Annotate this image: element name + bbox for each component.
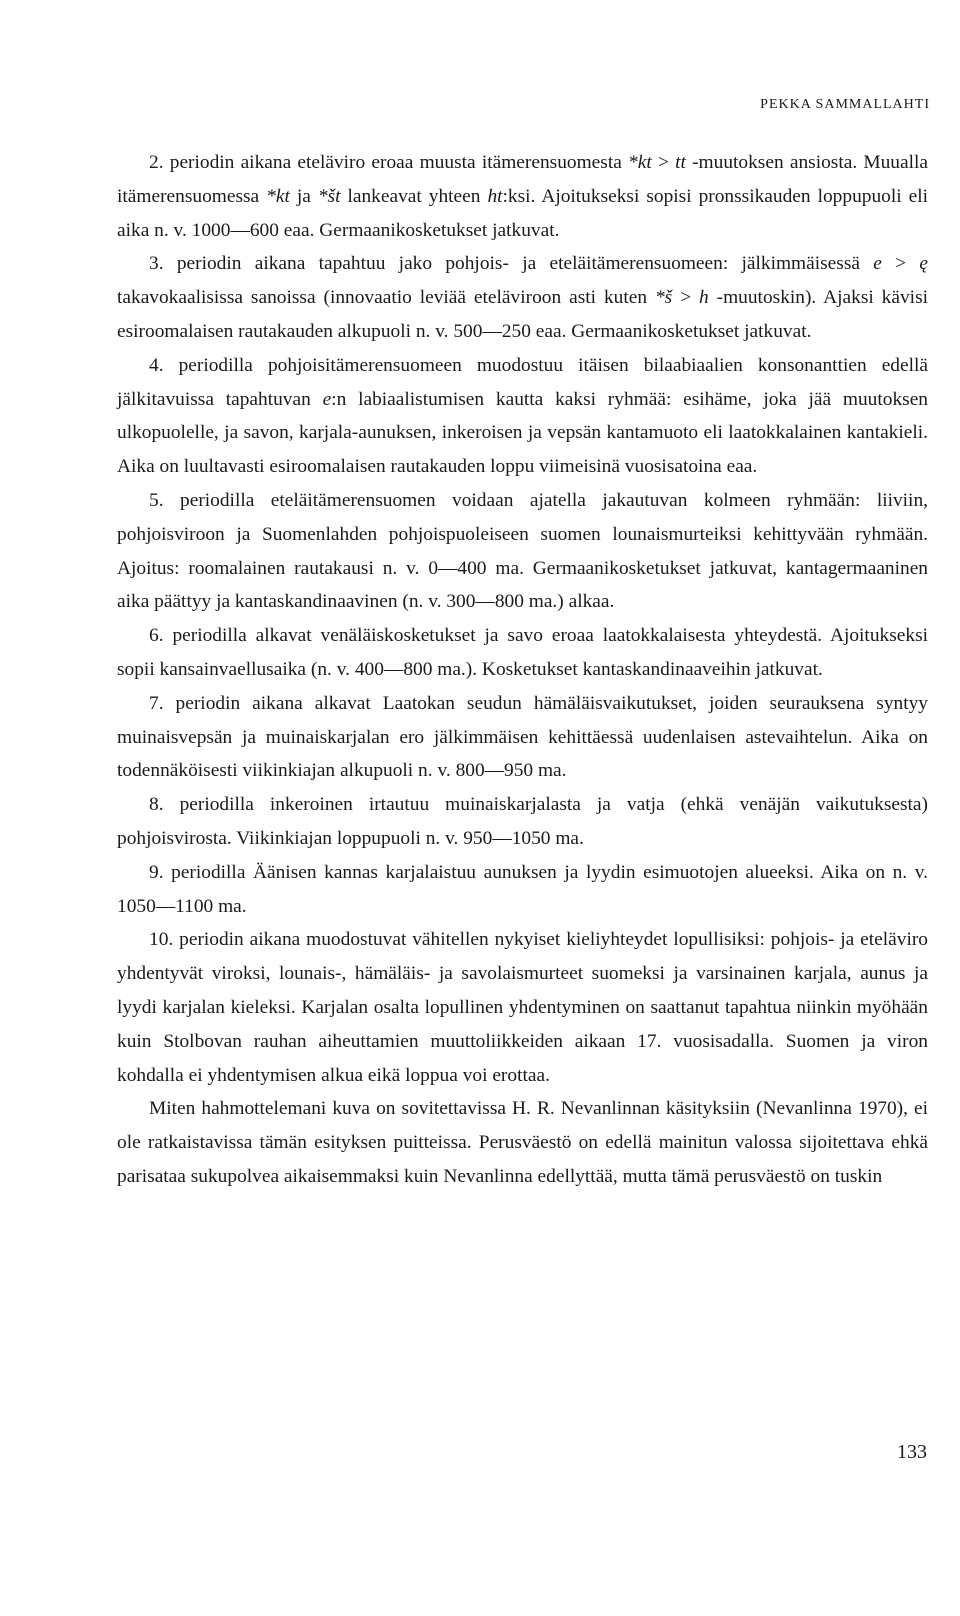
italic-term: *š (654, 287, 673, 309)
paragraph-period-8 (117, 788, 928, 856)
text-run: 8. periodilla inkeroinen irtautuu muinaiskarjalasta ja vatja (ehkä venäjän vaikutuksesta) pohjoisvirosta. Viikinkiajan loppupuoli n. v. 950—1050 ma. (117, 794, 928, 849)
italic-term: h (699, 287, 709, 309)
text-run: 4. periodilla pohjoisitämerensuomeen muodostuu itäisen bilaabiaalien konsonanttien edellä jälkitavuissa tapahtuvan (117, 354, 928, 410)
text-run: takavokaalisissa sanoissa (innovaatio leviää eteläviroon asti kuten (117, 287, 655, 309)
text-run: 7. periodin aikana alkavat Laatokan seudun hämäläisvaikutukset, joiden seurauksena syntyy muinaisvepsän ja muinaiskarjalan ero jälkimmäisen kehittäessä uudenlaisen astevaihtelun. Aika on todennäköisesti viikinkiajan alkupuoli n. v. 800—950 ma. (117, 692, 928, 782)
italic-term: e (322, 388, 332, 410)
text-run: 3. periodin aikana tapahtuu jako pohjois- ja eteläitämerensuomeen: jälkimmäisessä (149, 253, 874, 275)
text-run: 6. periodilla alkavat venäläiskosketukset ja savo eroaa laatokkalaisesta yhteydestä. Ajoitukseksi sopii kansainvaellusaika (n. v. 400—800 ma.). Kosketukset kantaskandinaaveihin jatkuvat. (117, 625, 928, 680)
paragraph-period-2 (117, 146, 928, 247)
running-header: PEKKA SAMMALLAHTI (760, 97, 930, 112)
paragraph-period-6 (117, 619, 928, 687)
italic-term: ę (919, 253, 928, 275)
italic-term: *kt (266, 185, 290, 207)
paragraph-period-5 (117, 484, 928, 619)
text-run: > (881, 253, 920, 275)
text-run: 5. periodilla eteläitämerensuomen voidaan ajatella jakautuvan kolmeen ryhmään: liiviin, pohjoisviroon ja Suomenlahden pohjoispuoleiseen suomen lounaismurteiksi kehittyvään ryhmään. Ajoitus: roomalainen rautakausi n. v. 0—400 ma. Germaanikosketukset jatkuvat, kantagermaaninen aika päättyy ja kantaskandinaavinen (n. v. 300—800 ma.) alkaa. (117, 489, 928, 613)
paragraph-period-9 (117, 856, 928, 924)
paragraph-period-10 (117, 923, 928, 1092)
text-run: -muutoksen ansiosta. Muualla itämerensuomessa (117, 152, 928, 207)
paragraph-period-3 (117, 247, 928, 348)
text-run: 9. periodilla Äänisen kannas karjalaistuu aunuksen ja lyydin esimuotojen alueeksi. Aika on n. v. 1050—1100 ma. (117, 861, 928, 917)
paragraph-period-7 (117, 687, 928, 788)
text-run: 2. periodin aikana eteläviro eroaa muusta itämerensuomesta (149, 152, 629, 173)
italic-term: tt (675, 152, 686, 173)
text-run: Miten hahmottelemani kuva on sovitettavissa H. R. Nevanlinnan käsityksiin (Nevanlinna 1970), ei ole ratkaistavissa tämän esityksen puitteissa. Perusväestö on edellä mainitun valossa sijoitettava ehkä parisataa sukupolvea aikaisemmaksi kuin Nevanlinna edellyttää, mutta tämä perusväestö on tuskin (117, 1098, 928, 1187)
text-run: > (672, 287, 699, 309)
text-run: :n labiaalistumisen kautta kaksi ryhmää: esihäme, joka jää muutoksen ulkopuolelle, ja savon, karjala-aunuksen, inkeroisen ja vepsän kantamuoto eli laatokkalainen kantakieli. Aika on luultavasti esiroomalaisen rautakauden loppu viimeisinä vuosisatoina eaa. (117, 388, 928, 478)
text-run: :ksi. Ajoitukseksi sopisi pronssikauden loppupuoli eli aika n. v. 1000—600 eaa. Germaanikosketukset jatkuvat. (117, 185, 928, 241)
italic-term: *št (317, 185, 341, 207)
italic-term: *kt (628, 152, 652, 173)
text-run: lankeavat yhteen (340, 185, 488, 207)
page-number: 133 (897, 1441, 927, 1463)
body-text (117, 146, 928, 1194)
text-run: -muutoskin). Ajaksi kävisi esiroomalaisen rautakauden alkupuoli n. v. 500—250 eaa. Germaanikosketukset jatkuvat. (117, 287, 928, 342)
paragraph-period-4 (117, 349, 928, 484)
italic-term: e (873, 253, 882, 275)
italic-term: ht (487, 185, 503, 207)
text-run: 10. periodin aikana muodostuvat vähitellen nykyiset kieliyhteydet lopullisiksi: pohjois- ja eteläviro yhdentyvät viroksi, lounais-, hämäläis- ja savolaismurteet suomeksi ja varsinainen karjala, aunus ja lyydi karjalan kieleksi. Karjalan osalta lopullinen yhdentyminen on saattanut tapahtua niinkin myöhään kuin Stolbovan rauhan aiheuttamien muuttoliikkeiden aikaan 17. vuosisadalla. Suomen ja viron kohdalla ei yhdentymisen alkua eikä loppua voi erottaa. (117, 929, 928, 1086)
text-run: ja (289, 185, 318, 207)
text-run: > (651, 152, 676, 173)
paragraph-conclusion (117, 1092, 928, 1193)
